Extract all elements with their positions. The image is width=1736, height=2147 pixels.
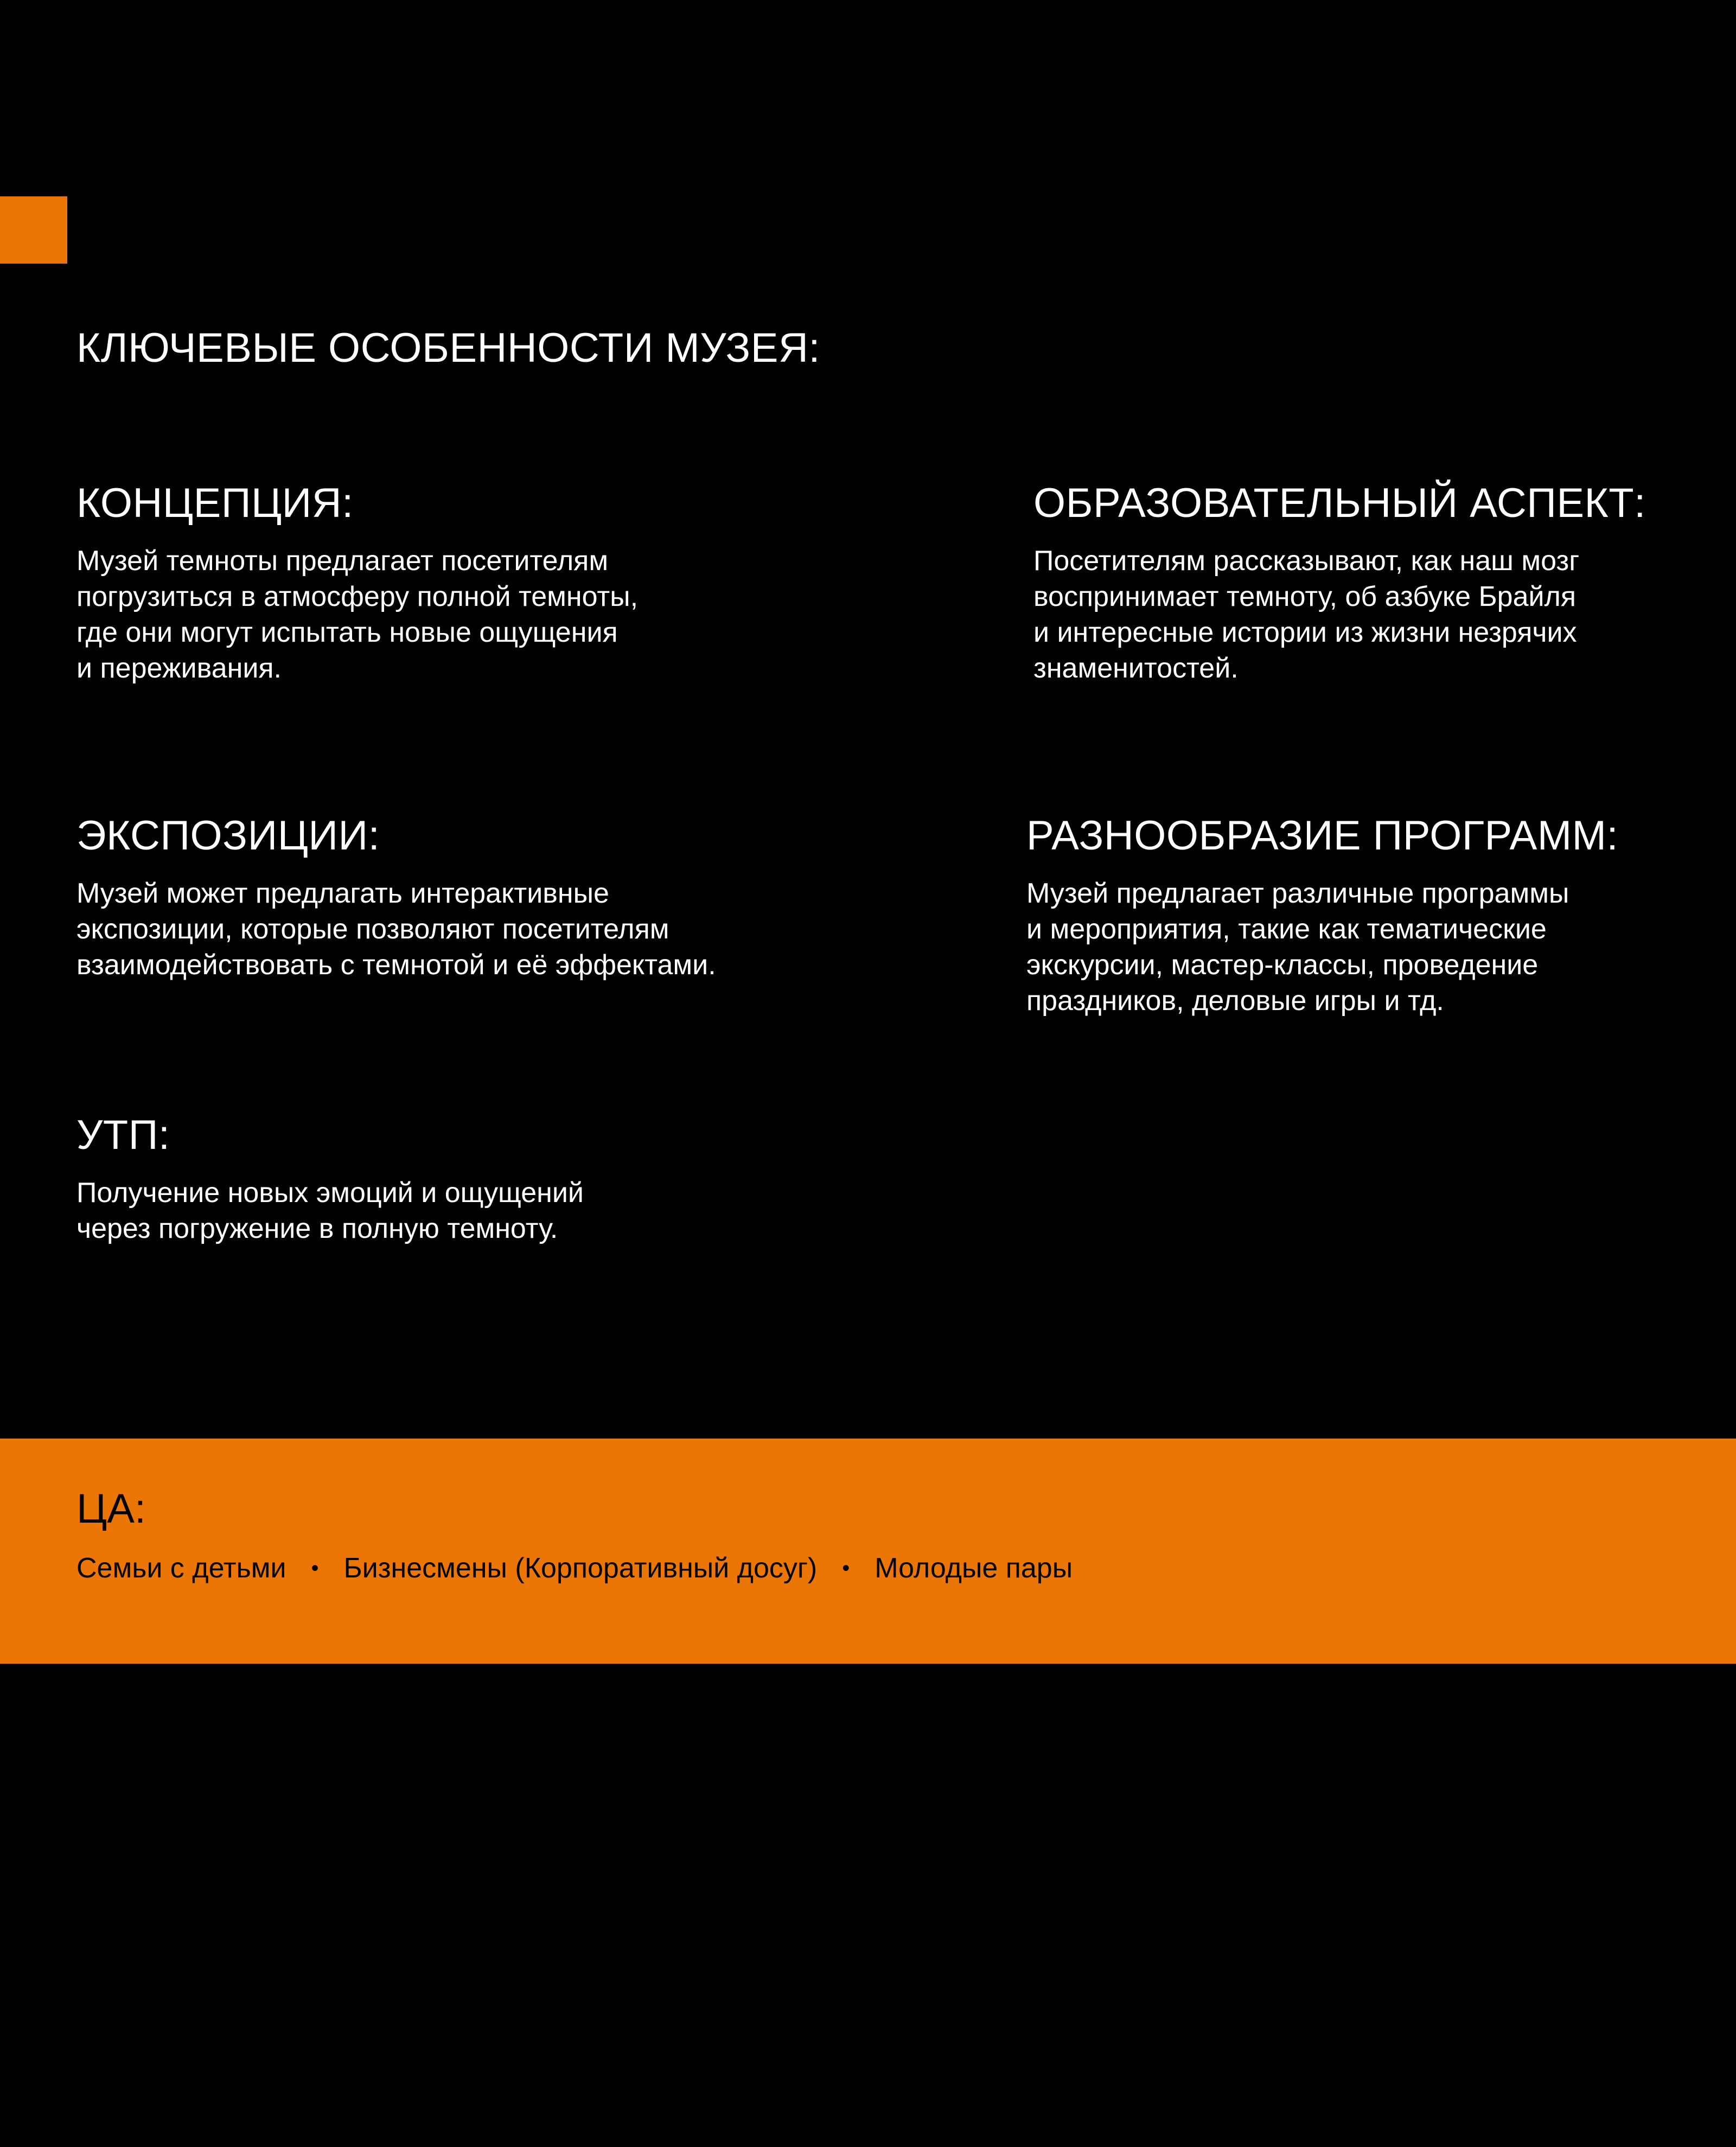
feature-usp: [76, 1110, 584, 1247]
feature-heading: КОНЦЕПЦИЯ:: [76, 480, 354, 526]
bullet-separator: •: [311, 1556, 319, 1580]
feature-concept: [76, 478, 638, 686]
feature-text: Музей может предлагать интерактивные экспозиции, которые позволяют посетителям взаимодействовать с темнотой и её эффектами.: [76, 878, 716, 981]
target-audience-banner: [0, 1439, 1736, 1664]
audience-heading: ЦА:: [76, 1486, 146, 1532]
feature-heading: УТП:: [76, 1112, 170, 1158]
feature-heading: РАЗНООБРАЗИЕ ПРОГРАММ:: [1026, 813, 1619, 859]
feature-text: Посетителям рассказывают, как наш мозг воспринимает темноту, об азбуке Брайля и интересные истории из жизни незрячих знаменитостей.: [1033, 545, 1580, 685]
feature-heading: ОБРАЗОВАТЕЛЬНЫЙ АСПЕКТ:: [1033, 480, 1646, 526]
feature-programs: [1026, 811, 1618, 1019]
feature-education: [1033, 478, 1646, 686]
audience-item: Семьи с детьми: [76, 1552, 286, 1584]
audience-list: [76, 1550, 1073, 1586]
feature-text: Музей предлагает различные программы и мероприятия, такие как тематические экскурсии, мастер-классы, проведение праздников, деловые игры и тд.: [1026, 878, 1569, 1017]
feature-text: Музей темноты предлагает посетителям погрузиться в атмосферу полной темноты, где они могут испытать новые ощущения и переживания.: [76, 545, 639, 685]
feature-heading: ЭКСПОЗИЦИИ:: [76, 813, 380, 859]
accent-square: [0, 196, 67, 264]
audience-item: Бизнесмены (Корпоративный досуг): [343, 1552, 818, 1584]
audience-item: Молодые пары: [875, 1552, 1073, 1584]
feature-text: Получение новых эмоций и ощущений через погружение в полную темноту.: [76, 1177, 584, 1245]
feature-expositions: [76, 811, 716, 983]
page-title: КЛЮЧЕВЫЕ ОСОБЕННОСТИ МУЗЕЯ:: [76, 325, 820, 371]
bullet-separator: •: [842, 1556, 850, 1580]
